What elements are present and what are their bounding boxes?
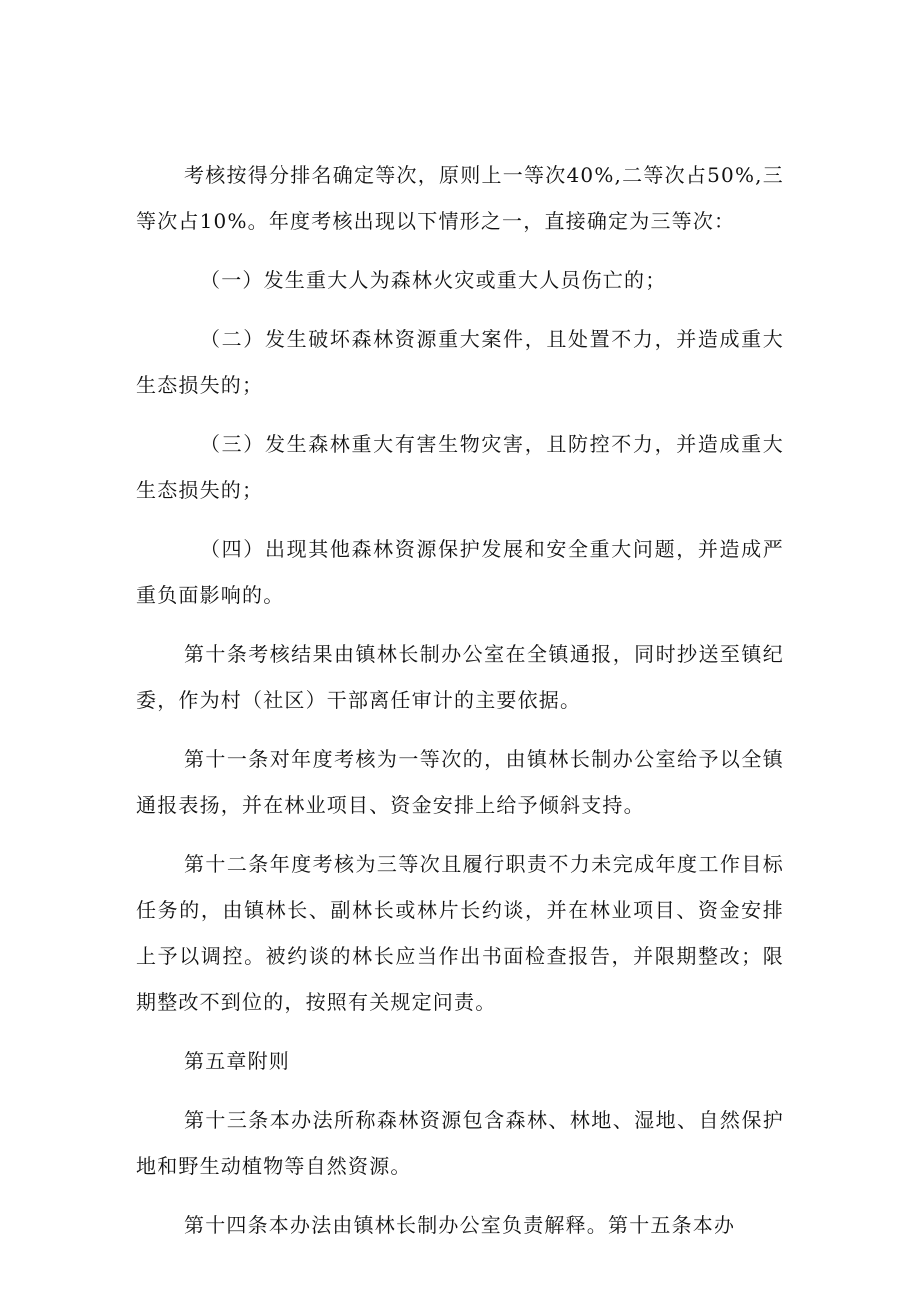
paragraph-grading-rule: 考核按得分排名确定等次，原则上一等次40%,二等次占50%,三等次占10%。年度考核出现以下情形之一，直接确定为三等次： xyxy=(136,163,784,233)
paragraph-item-3: （三）发生森林重大有害生物灾害，且防控不力，并造成重大生态损失的； xyxy=(136,432,784,502)
paragraph-article-10: 第十条考核结果由镇林长制办公室在全镇通报，同时抄送至镇纪委，作为村（社区）干部离任审计的主要依据。 xyxy=(136,642,784,712)
chapter-heading: 第五章附则 xyxy=(184,1049,290,1073)
paragraph-item-1: （一）发生重大人为森林火灾或重大人员伤亡的； xyxy=(200,268,667,292)
paragraph-article-14: 第十四条本办法由镇林长制办公室负责解释。第十五条本办 xyxy=(184,1213,736,1237)
paragraph-article-13: 第十三条本办法所称森林资源包含森林、林地、湿地、自然保护地和野生动植物等自然资源。 xyxy=(136,1108,784,1178)
paragraph-item-2: （二）发生破坏森林资源重大案件，且处置不力，并造成重大生态损失的； xyxy=(136,327,784,397)
paragraph-article-11: 第十一条对年度考核为一等次的，由镇林长制办公室给予以全镇通报表扬，并在林业项目、资金安排上给予倾斜支持。 xyxy=(136,747,784,817)
paragraph-item-4: （四）出现其他森林资源保护发展和安全重大问题，并造成严重负面影响的。 xyxy=(136,537,784,607)
document-page xyxy=(136,152,784,1261)
paragraph-article-12: 第十二条年度考核为三等次且履行职责不力未完成年度工作目标任务的，由镇林长、副林长或林片长约谈，并在林业项目、资金安排上予以调控。被约谈的林长应当作出书面检查报告，并限期整改；限期整改不到位的，按照有关规定问责。 xyxy=(136,852,784,1014)
